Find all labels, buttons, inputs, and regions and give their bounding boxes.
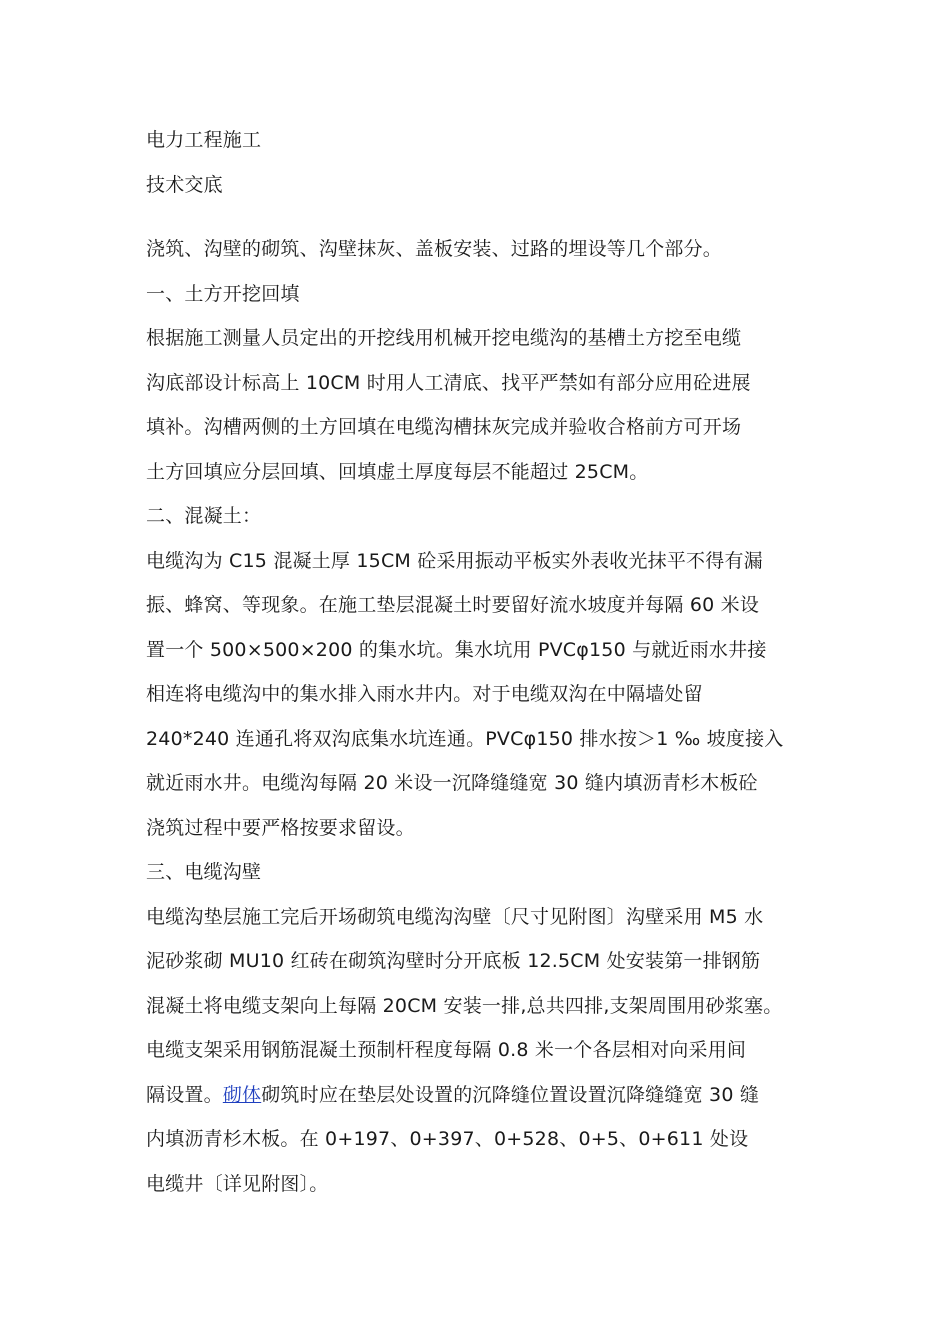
section-1-heading: 一、土方开挖回填	[146, 282, 300, 305]
section-2-line: 置一个 500×500×200 的集水坑。集水坑用 PVCφ150 与就近雨水井接	[146, 638, 767, 661]
section-2-line: 浇筑过程中要严格按要求留设。	[146, 816, 415, 839]
document-body	[146, 118, 836, 1206]
section-3-line: 泥砂浆砌 MU10 红砖在砌筑沟壁时分开底板 12.5CM 处安装第一排钢筋	[146, 950, 761, 972]
section-2-line: 240*240 连通孔将双沟底集水坑连通。PVCφ150 排水按＞1 ‰ 坡度接入	[146, 727, 784, 750]
section-1-line: 沟底部设计标高上 10CM 时用人工清底、找平严禁如有部分应用砼进展	[146, 371, 751, 394]
link-line-after: 砌筑时应在垫层处设置的沉降缝位置设置沉降缝缝宽 30 缝	[261, 1083, 760, 1106]
section-3-line: 电缆井〔详见附图〕。	[146, 1172, 329, 1195]
section-3-line: 混凝土将电缆支架向上每隔 20CM 安装一排,总共四排,支架周围用砂浆塞。	[146, 994, 783, 1017]
section-3-heading: 三、电缆沟壁	[146, 861, 262, 883]
section-2-heading: 二、混凝土：	[146, 505, 262, 527]
section-1-line: 根据施工测量人员定出的开挖线用机械开挖电缆沟的基槽土方挖至电缆	[146, 327, 742, 349]
section-2-line: 电缆沟为 C15 混凝土厚 15CM 砼采用振动平板实外表收光抹平不得有漏	[146, 549, 763, 572]
link-line-before: 隔设置。	[146, 1083, 223, 1106]
intro-paragraph: 浇筑、沟壁的砌筑、沟壁抹灰、盖板安装、过路的埋设等几个部分。	[146, 238, 723, 260]
doc-title: 电力工程施工	[146, 129, 262, 151]
section-3-line: 电缆沟垫层施工完后开场砌筑电缆沟沟壁〔尺寸见附图〕沟壁采用 M5 水	[146, 905, 764, 928]
section-3-link-line	[146, 1073, 836, 1118]
section-2-line: 振、蜂窝、等现象。在施工垫层混凝土时要留好流水坡度并每隔 60 米设	[146, 594, 760, 616]
section-1-line: 土方回填应分层回填、回填虚土厚度每层不能超过 25CM。	[146, 460, 649, 483]
section-3-line: 内填沥青杉木板。在 0+197、0+397、0+528、0+5、0+611 处设	[146, 1128, 749, 1150]
masonry-link[interactable]: 砌体	[222, 1083, 262, 1106]
section-1-line: 填补。沟槽两侧的土方回填在电缆沟槽抹灰完成并验收合格前方可开场	[146, 416, 742, 438]
section-2-line: 就近雨水井。电缆沟每隔 20 米设一沉降缝缝宽 30 缝内填沥青杉木板砼	[146, 772, 758, 794]
section-2-line: 相连将电缆沟中的集水排入雨水井内。对于电缆双沟在中隔墙处留	[146, 683, 703, 705]
section-3-line: 电缆支架采用钢筋混凝土预制杆程度每隔 0.8 米一个各层相对向采用间	[146, 1039, 747, 1061]
doc-subtitle: 技术交底	[146, 173, 223, 196]
spacer	[146, 207, 836, 227]
